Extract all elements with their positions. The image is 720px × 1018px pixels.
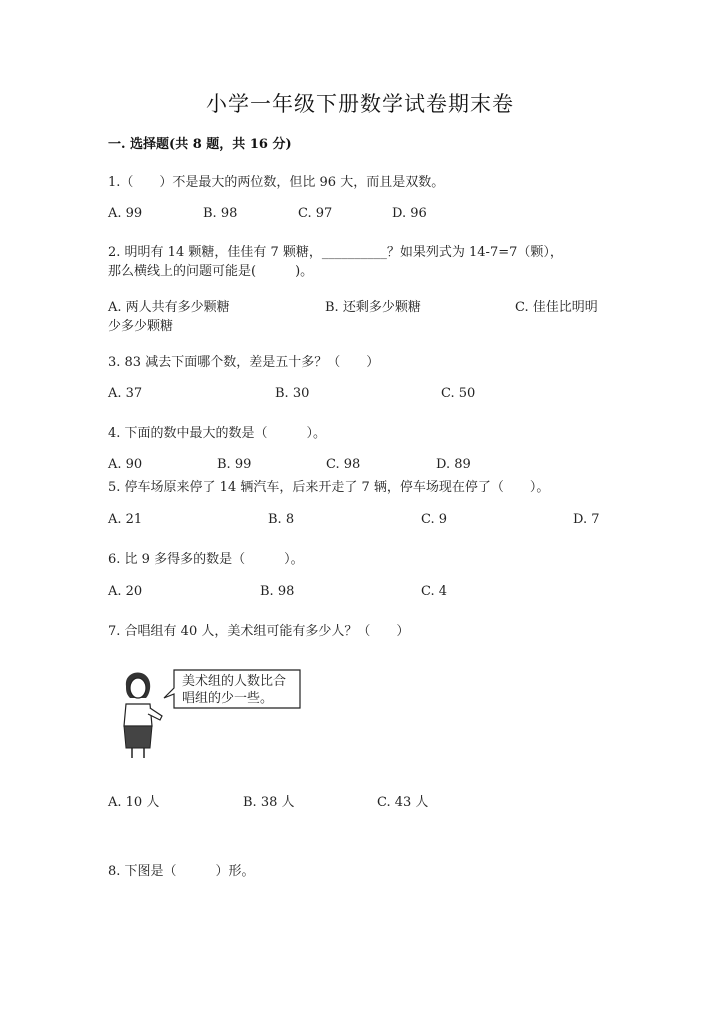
question-2-stem-line2: 那么横线上的问题可能是( )。: [108, 264, 314, 279]
q5-option-a[interactable]: A. 21: [108, 512, 143, 527]
q1-option-d[interactable]: D. 96: [392, 206, 427, 221]
q7-option-c[interactable]: C. 43 人: [377, 795, 429, 810]
question-3-stem: 3. 83 减去下面哪个数，差是五十多？（ ）: [108, 355, 380, 370]
skirt-shape: [124, 726, 152, 748]
q2-option-c[interactable]: C. 佳佳比明明: [515, 300, 598, 315]
q6-option-b[interactable]: B. 98: [260, 584, 295, 599]
q7-option-a[interactable]: A. 10 人: [108, 795, 160, 810]
q6-option-a[interactable]: A. 20: [108, 584, 143, 599]
teacher-illustration: [112, 664, 312, 764]
face-shape: [130, 678, 146, 698]
q6-option-c[interactable]: C. 4: [421, 584, 448, 599]
q2-option-a[interactable]: A. 两人共有多少颗糖: [108, 300, 230, 315]
q5-option-c[interactable]: C. 9: [421, 512, 448, 527]
q3-option-a[interactable]: A. 37: [108, 386, 143, 401]
q4-option-d[interactable]: D. 89: [436, 457, 471, 472]
speech-text-line1: 美术组的人数比合: [182, 674, 287, 689]
speech-text-line2: 唱组的少一些。: [182, 691, 274, 706]
q4-option-b[interactable]: B. 99: [217, 457, 252, 472]
page-title: 小学一年级下册数学试卷期末卷: [206, 92, 514, 116]
question-4-stem: 4. 下面的数中最大的数是（ ）。: [108, 426, 327, 441]
question-2-stem-line1: 2. 明明有 14 颗糖，佳佳有 7 颗糖，__________？如果列式为 14-7=7（颗），: [108, 245, 563, 260]
q3-option-c[interactable]: C. 50: [441, 386, 476, 401]
question-6-stem: 6. 比 9 多得多的数是（ ）。: [108, 552, 304, 567]
q1-option-a[interactable]: A. 99: [108, 206, 143, 221]
q1-option-b[interactable]: B. 98: [203, 206, 238, 221]
q1-option-c[interactable]: C. 97: [298, 206, 333, 221]
question-5-stem: 5. 停车场原来停了 14 辆汽车，后来开走了 7 辆，停车场现在停了（ ）。: [108, 480, 550, 495]
q5-option-d[interactable]: D. 7: [573, 512, 600, 527]
question-1-stem: 1.（ ）不是最大的两位数，但比 96 大，而且是双数。: [108, 175, 445, 190]
q4-option-c[interactable]: C. 98: [326, 457, 361, 472]
blouse-shape: [124, 704, 152, 726]
section-title: 一. 选择题(共 8 题，共 16 分): [108, 137, 292, 152]
q2-option-c-cont: 少多少颗糖: [108, 319, 174, 334]
question-8-stem: 8. 下图是（ ）形。: [108, 864, 255, 879]
q3-option-b[interactable]: B. 30: [275, 386, 310, 401]
q2-option-b[interactable]: B. 还剩多少颗糖: [325, 300, 421, 315]
q5-option-b[interactable]: B. 8: [268, 512, 295, 527]
teacher-figure: [112, 664, 312, 764]
question-7-stem: 7. 合唱组有 40 人，美术组可能有多少人？（ ）: [108, 624, 410, 639]
q7-option-b[interactable]: B. 38 人: [243, 795, 295, 810]
q4-option-a[interactable]: A. 90: [108, 457, 143, 472]
